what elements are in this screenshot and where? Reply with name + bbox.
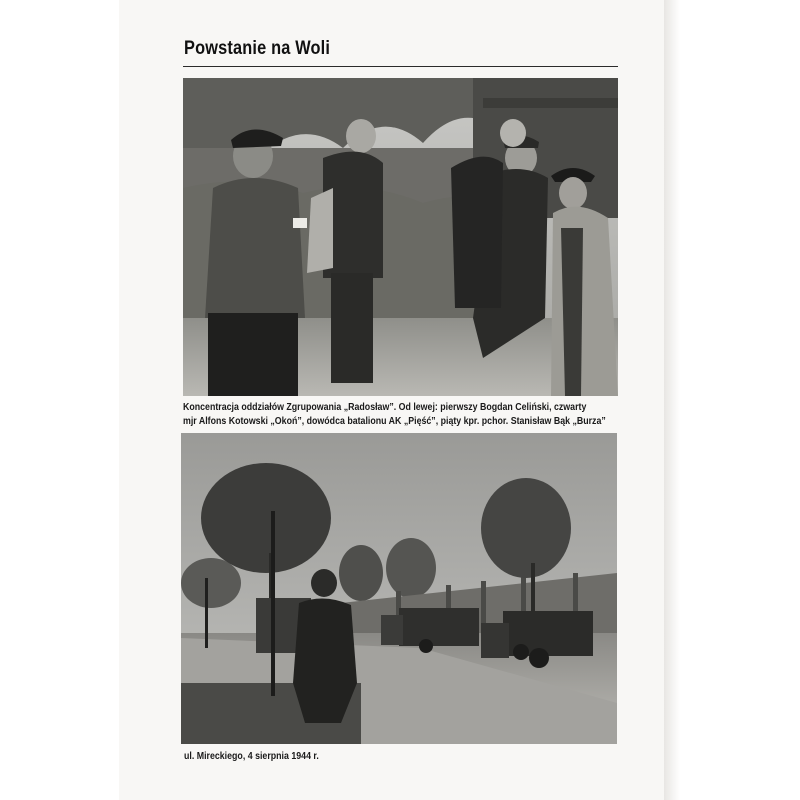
photo-street-with-trucks: [181, 433, 617, 744]
page-edge-shadow: [664, 0, 680, 800]
photo1-caption-line1: Koncentracja oddziałów Zgrupowania „Radosław”. Od lewej: pierwszy Bogdan Celiński, czwarty: [183, 401, 587, 413]
page-title: Powstanie na Woli: [184, 38, 331, 59]
photo-group-of-men: [183, 78, 618, 396]
photo2-caption: ul. Mireckiego, 4 sierpnia 1944 r.: [184, 750, 319, 762]
photo1-caption-line2: mjr Alfons Kotowski „Okoń”, dowódca batalionu AK „Pięść”, piąty kpr. pchor. Stanisław Bąk „Burza”: [183, 415, 606, 427]
title-rule: [183, 66, 618, 67]
